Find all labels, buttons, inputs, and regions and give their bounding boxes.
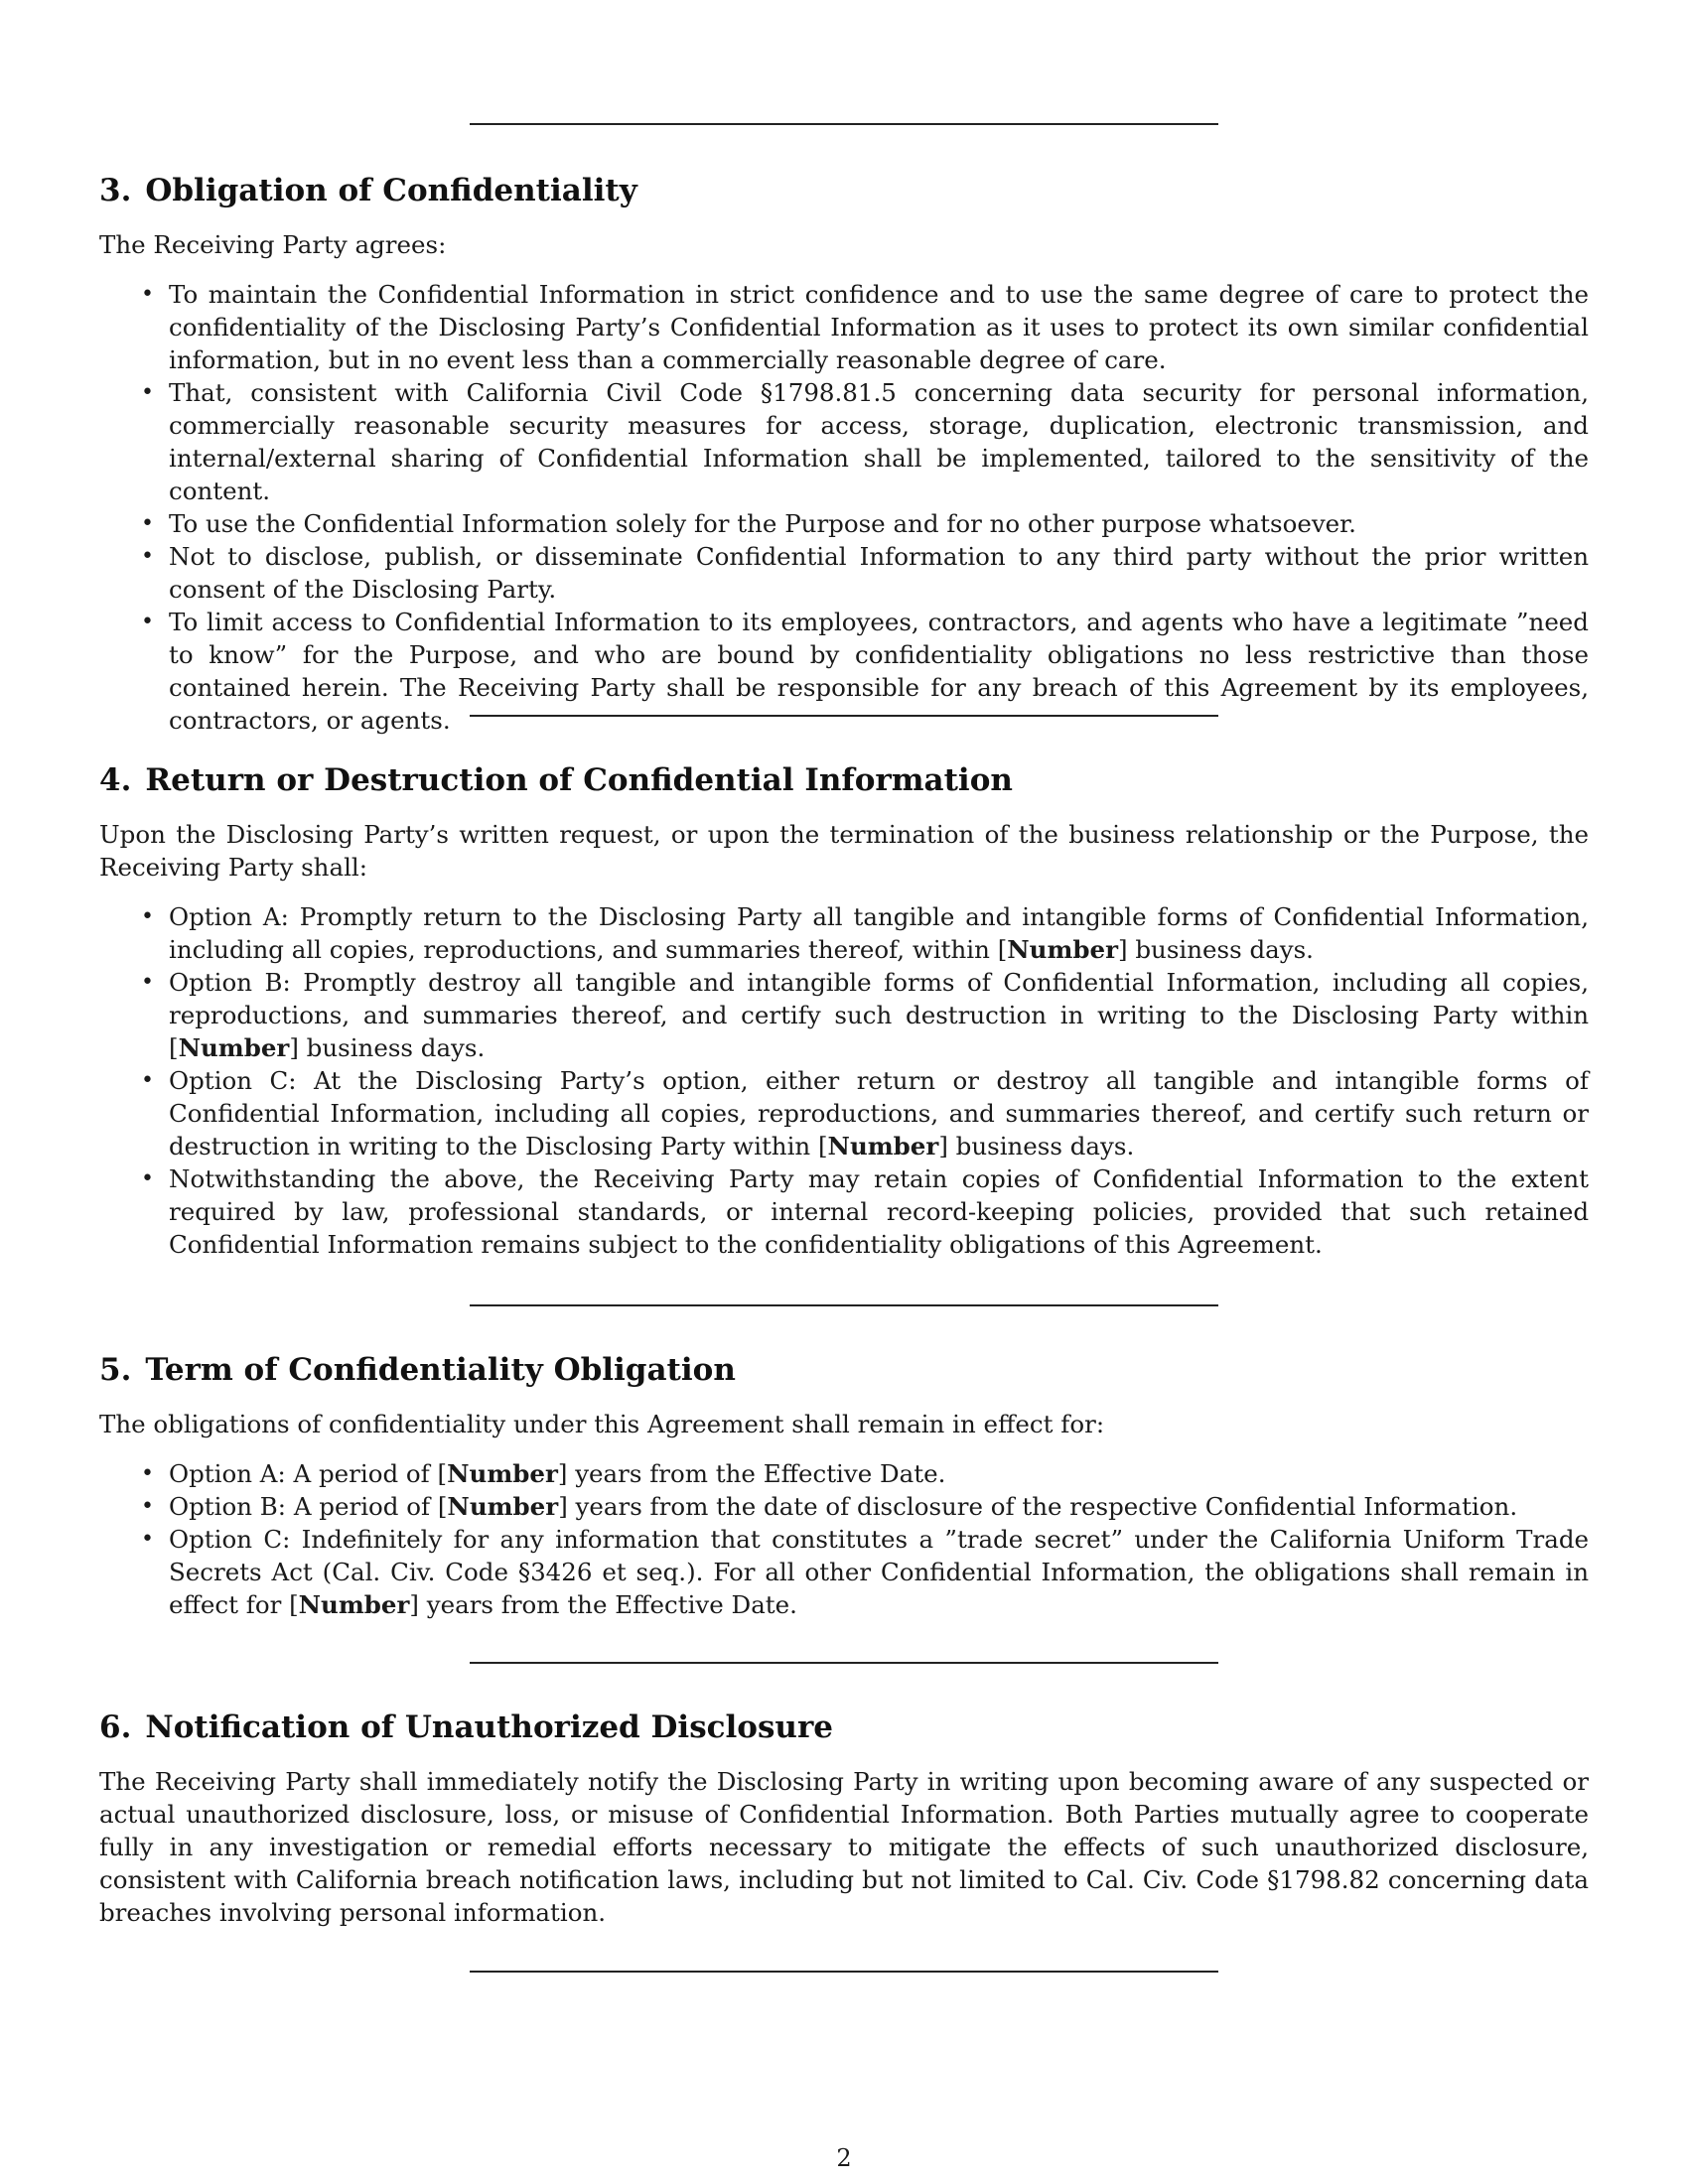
list-item: • Notwithstanding the above, the Receiving Party may retain copies of Confidential Information to the extent required by law, professional standards, or internal record-keeping policies, provided that such retained Confidential Information remains subject to the confidentiality obligations of this Agreement. [141, 1164, 1589, 1259]
list-item: • Option B: Promptly destroy all tangible and intangible forms of Confidential Information, including all copies, reproductions, and summaries thereof, and certify such destruction in writing to the Disclosing Party within [Number] business days. [141, 968, 1589, 1062]
section-3-list [99, 278, 1589, 737]
list-item: • That, consistent with California Civil Code §1798.81.5 concerning data security for personal information, commercially reasonable security measures for access, storage, duplication, electronic transmission, and internal/external sharing of Confidential Information shall be implemented, tailored to the sensitivity of the content. [141, 378, 1589, 505]
section-divider [470, 123, 1218, 125]
section-divider [470, 1971, 1218, 1973]
list-item: • Option A: A period of [Number] years from the Effective Date. [141, 1459, 946, 1488]
section-title: Notification of Unauthorized Disclosure [145, 1709, 834, 1745]
section-4-intro: Upon the Disclosing Party’s written request, or upon the termination of the business relationship or the Purpose, the Receiving Party shall: [99, 820, 1589, 882]
list-item: • Option B: A period of [Number] years from the date of disclosure of the respective Confidential Information. [141, 1492, 1518, 1521]
section-number: 4. [99, 762, 132, 798]
bullet-icon: • [141, 282, 154, 307]
bullet-icon: • [141, 511, 154, 536]
section-6-heading [99, 1707, 833, 1747]
section-3-heading [99, 171, 637, 210]
bullet-icon: • [141, 1494, 154, 1519]
list-item: • To limit access to Confidential Information to its employees, contractors, and agents who have a legitimate ”need to know” for the Purpose, and who are bound by confidentiality obligations no less restrictive than those contained herein. The Receiving Party shall be responsible for any breach of this Agreement by its employees, contractors, or agents. [141, 608, 1589, 735]
bullet-icon: • [141, 1068, 154, 1093]
bullet-icon: • [141, 1527, 154, 1552]
section-number: 5. [99, 1352, 132, 1388]
section-title: Obligation of Confidentiality [145, 173, 637, 208]
section-number: 6. [99, 1709, 132, 1745]
document-page [99, 0, 1589, 2184]
section-5-intro: The obligations of confidentiality under this Agreement shall remain in effect for: [99, 1410, 1105, 1438]
section-4-list [99, 900, 1589, 1261]
section-number: 3. [99, 173, 132, 208]
bullet-icon: • [141, 610, 154, 634]
list-item: • To use the Confidential Information solely for the Purpose and for no other purpose whatsoever. [141, 509, 1356, 538]
bullet-icon: • [141, 380, 154, 405]
bullet-icon: • [141, 544, 154, 569]
bullet-icon: • [141, 1166, 154, 1191]
page-number: 2 [836, 2144, 852, 2172]
list-item: • Not to disclose, publish, or disseminate Confidential Information to any third party without the prior written consent of the Disclosing Party. [141, 542, 1589, 604]
section-divider [470, 1662, 1218, 1664]
section-4-heading [99, 760, 1013, 800]
bullet-icon: • [141, 904, 154, 929]
section-title: Term of Confidentiality Obligation [145, 1352, 736, 1388]
list-item: • Option C: Indefinitely for any information that constitutes a ”trade secret” under the California Uniform Trade Secrets Act (Cal. Civ. Code §3426 et seq.). For all other Confidential Information, the obligations shall remain in effect for [Number] years from the Effective Date. [141, 1525, 1589, 1619]
section-5-heading [99, 1350, 736, 1390]
list-item: • Option C: At the Disclosing Party’s option, either return or destroy all tangible and intangible forms of Confidential Information, including all copies, reproductions, and summaries thereof, and certify such return or destruction in writing to the Disclosing Party within [Number] business days. [141, 1066, 1589, 1160]
section-title: Return or Destruction of Confidential Information [145, 762, 1013, 798]
section-3-intro: The Receiving Party agrees: [99, 230, 447, 259]
list-item: • To maintain the Confidential Information in strict confidence and to use the same degree of care to protect the confidentiality of the Disclosing Party’s Confidential Information as it uses to protect its own similar confidential information, but in no event less than a commercially reasonable degree of care. [141, 280, 1589, 374]
bullet-icon: • [141, 1461, 154, 1486]
section-divider [470, 715, 1218, 717]
section-divider [470, 1304, 1218, 1306]
list-item: • Option A: Promptly return to the Disclosing Party all tangible and intangible forms of Confidential Information, including all copies, reproductions, and summaries thereof, within [Number] business days. [141, 902, 1589, 964]
section-6-body: The Receiving Party shall immediately notify the Disclosing Party in writing upon becoming aware of any suspected or actual unauthorized disclosure, loss, or misuse of Confidential Information. Both Parties mutually agree to cooperate fully in any investigation or remedial efforts necessary to mitigate the effects of such unauthorized disclosure, consistent with California breach notification laws, including but not limited to Cal. Civ. Code §1798.82 concerning data breaches involving personal information. [99, 1767, 1589, 1927]
bullet-icon: • [141, 970, 154, 995]
section-5-list [99, 1457, 1589, 1621]
